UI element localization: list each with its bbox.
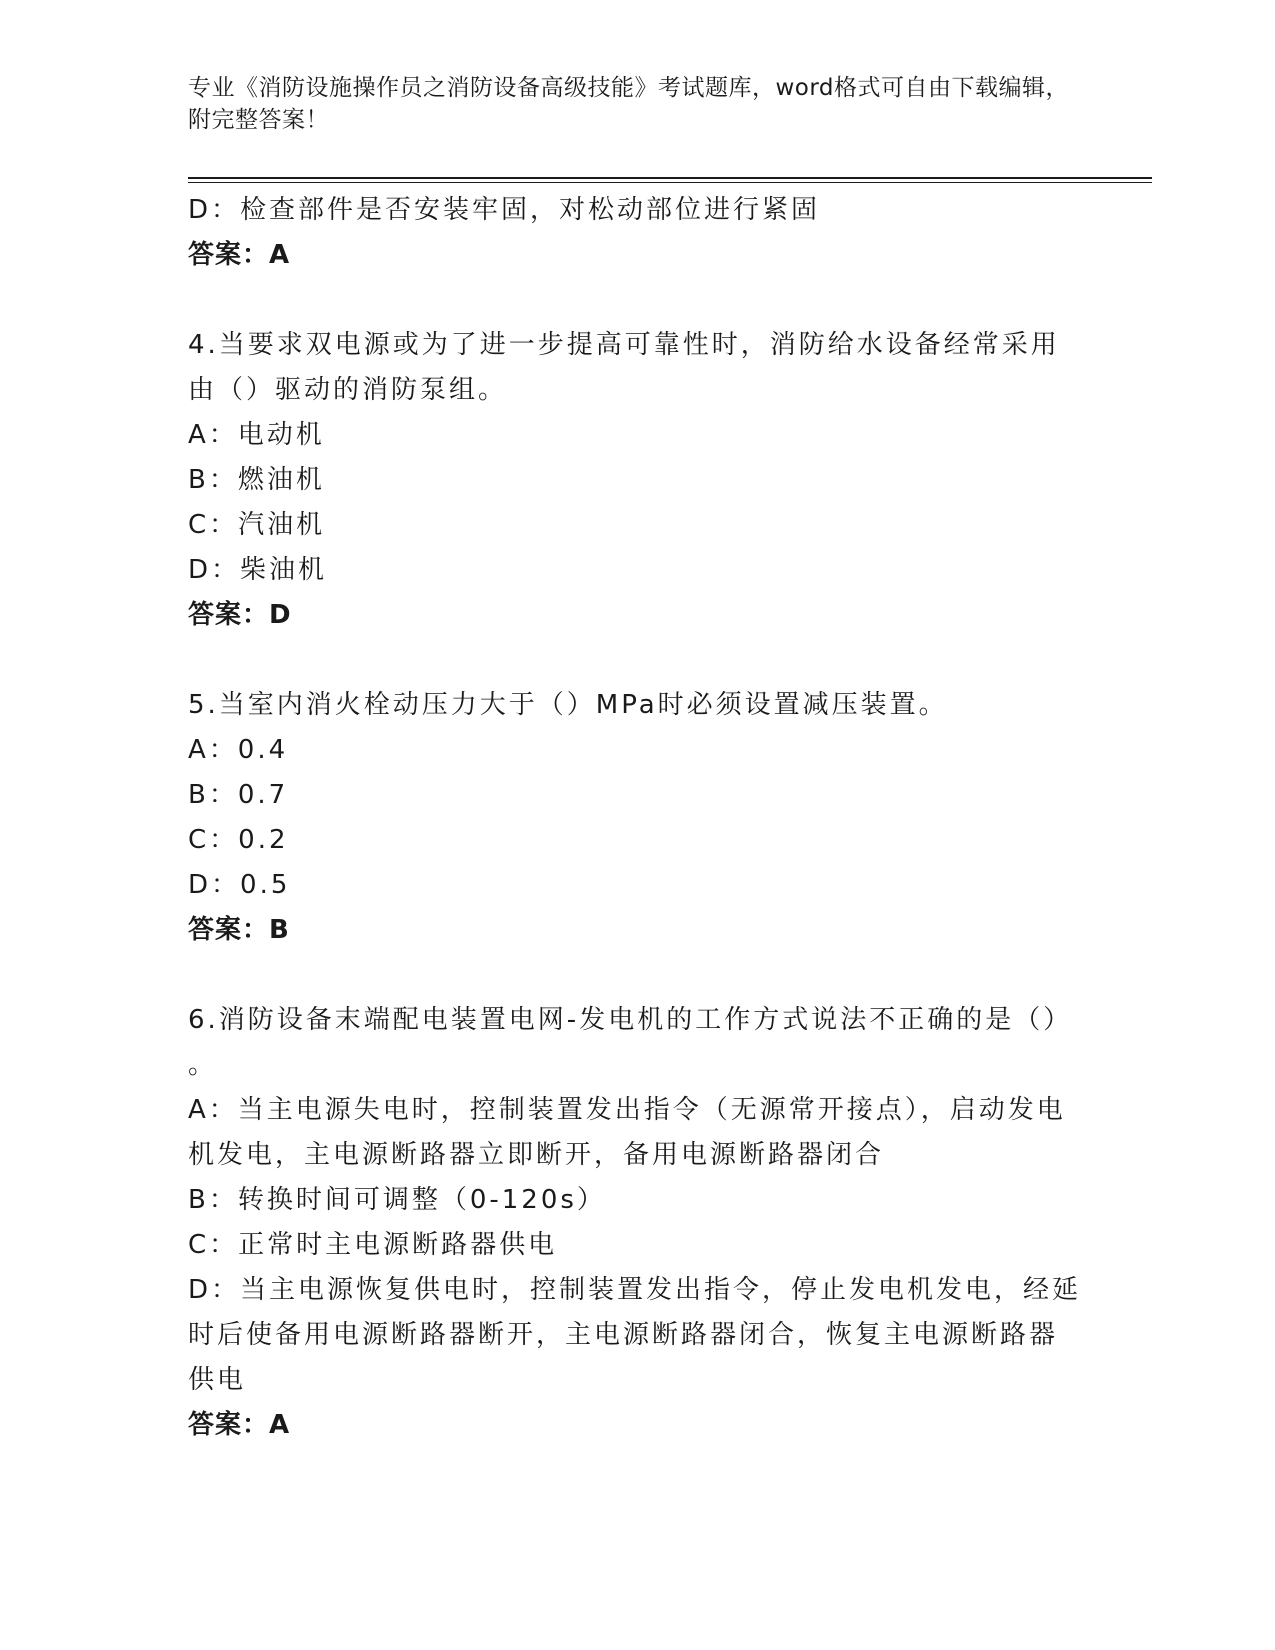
option-d: D：柴油机 xyxy=(188,555,328,585)
option-c: C：汽油机 xyxy=(188,510,326,540)
question-stem: 6.消防设备末端配电装置电网-发电机的工作方式说法不正确的是（） xyxy=(188,1005,1073,1035)
question-5 xyxy=(188,683,1088,953)
option-d-continued: 供电 xyxy=(188,1365,247,1395)
option-c: C：0.2 xyxy=(188,825,289,855)
spacer xyxy=(188,278,1088,323)
question-content xyxy=(188,188,1088,1448)
document-header: 专业《消防设施操作员之消防设备高级技能》考试题库，word格式可自由下载编辑，附完整答案！ xyxy=(188,75,1070,133)
question-stem: 4.当要求双电源或为了进一步提高可靠性时，消防给水设备经常采用 xyxy=(188,330,1060,360)
answer: 答案：A xyxy=(188,1410,291,1440)
option-a: A：0.4 xyxy=(188,735,289,765)
option-b: B：燃油机 xyxy=(188,465,325,495)
option-a: A：当主电源失电时，控制装置发出指令（无源常开接点），启动发电 xyxy=(188,1095,1066,1125)
question-stem: 由（）驱动的消防泵组。 xyxy=(188,375,508,405)
question-stem: 。 xyxy=(188,1050,218,1080)
option-d: D：检查部件是否安装牢固，对松动部位进行紧固 xyxy=(188,195,821,225)
question-4 xyxy=(188,323,1088,638)
option-d: D：当主电源恢复供电时，控制装置发出指令，停止发电机发电，经延 xyxy=(188,1275,1082,1305)
option-b: B：转换时间可调整（0-120s） xyxy=(188,1185,606,1215)
spacer xyxy=(188,953,1088,998)
option-d: D：0.5 xyxy=(188,870,291,900)
option-a: A：电动机 xyxy=(188,420,325,450)
header-rule-thin xyxy=(188,182,1152,183)
answer: 答案：B xyxy=(188,915,290,945)
answer: 答案：A xyxy=(188,240,291,270)
option-d-continued: 时后使备用电源断路器断开，主电源断路器闭合，恢复主电源断路器 xyxy=(188,1320,1059,1350)
option-c: C：正常时主电源断路器供电 xyxy=(188,1230,558,1260)
option-a-continued: 机发电，主电源断路器立即断开，备用电源断路器闭合 xyxy=(188,1140,885,1170)
option-b: B：0.7 xyxy=(188,780,289,810)
spacer xyxy=(188,638,1088,683)
question-stem: 5.当室内消火栓动压力大于（）MPa时必须设置减压装置。 xyxy=(188,690,948,720)
answer: 答案：D xyxy=(188,600,292,630)
question-6 xyxy=(188,998,1088,1448)
header-rule-thick xyxy=(188,177,1152,179)
